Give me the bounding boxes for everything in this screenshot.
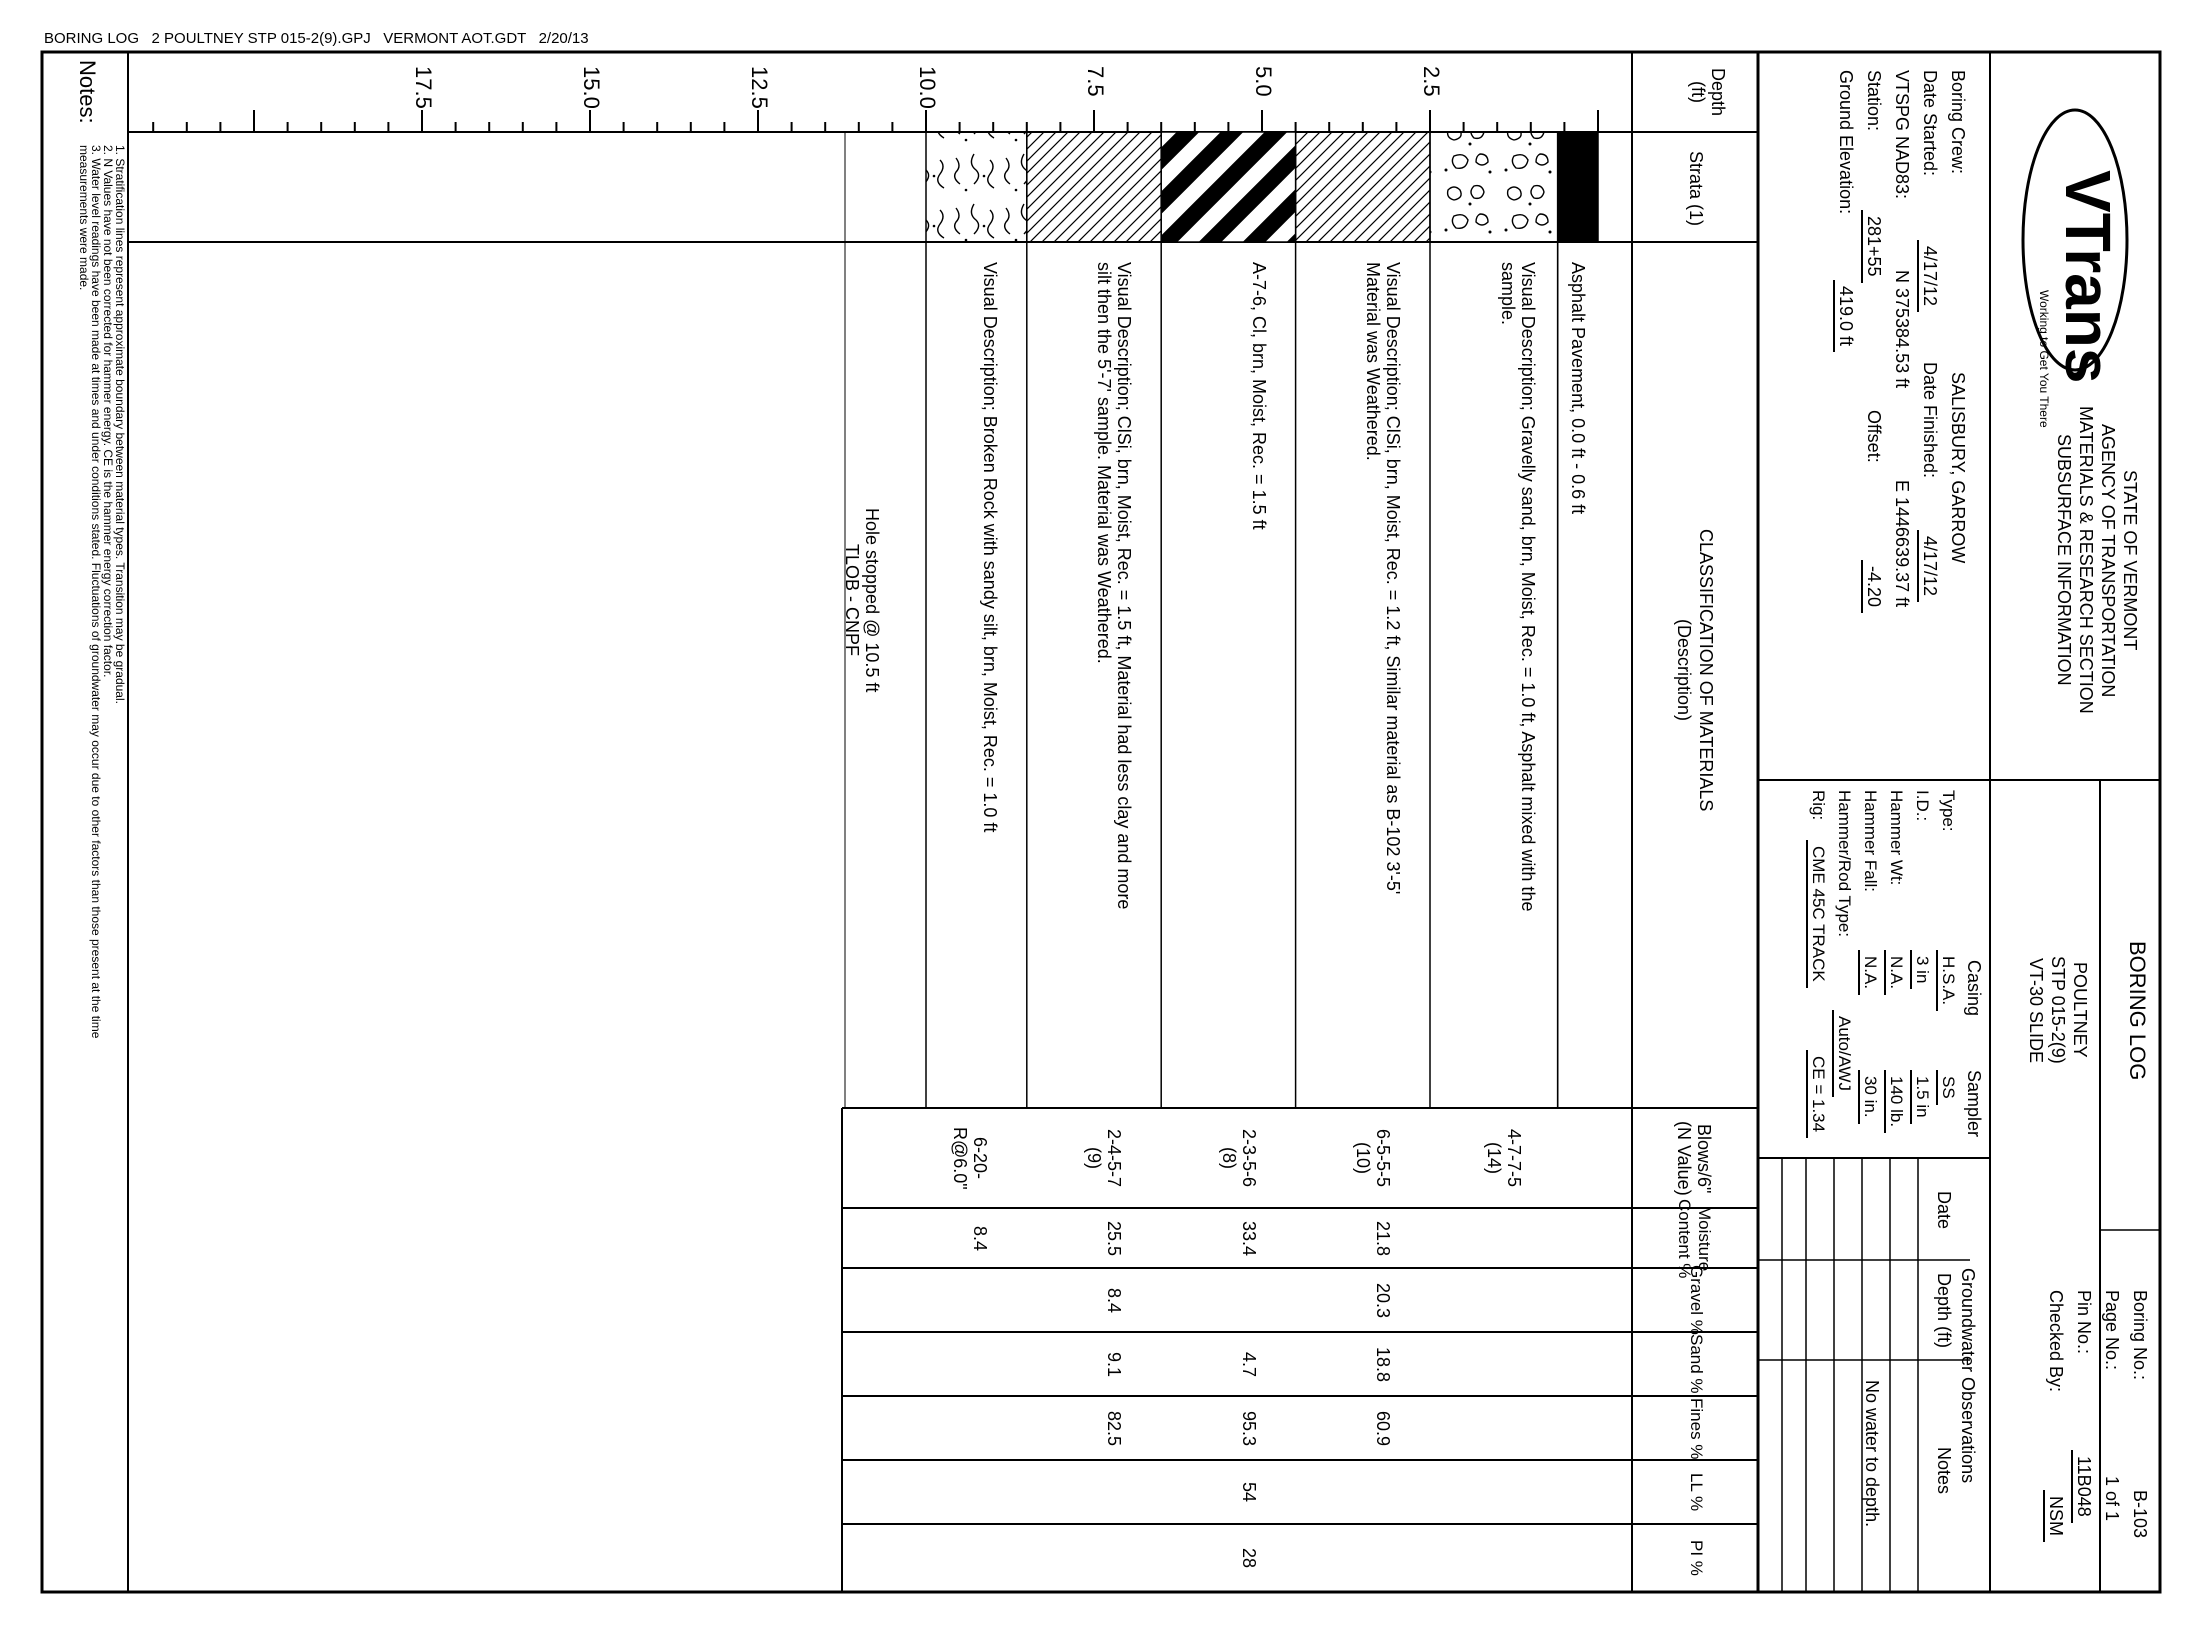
casing-value: N.A. [1884, 950, 1906, 995]
n-value: (8) [1218, 1147, 1239, 1169]
notes-label: Notes: [75, 60, 100, 124]
date-finished-value: 4/17/12 [1917, 530, 1940, 602]
moisture-value: 33.4 [1238, 1220, 1259, 1256]
stratum-hatch [1296, 132, 1430, 242]
casing-value: 3 in [1910, 950, 1932, 989]
fines-value: 82.5 [1104, 1410, 1125, 1446]
vtrans-tagline: Working to Get You There [2037, 290, 2051, 428]
ll-header: LL % [1687, 1473, 1706, 1512]
sampler-header: Sampler [1964, 1070, 1984, 1138]
agency-line-1: STATE OF VERMONT [2120, 470, 2140, 651]
equipment-label: Type: [1939, 790, 1958, 832]
depth-tick-label: 2.5 [1419, 66, 1444, 97]
boring-crew-label: Boring Crew: [1948, 70, 1968, 175]
northing-value: N 375384.53 ft [1892, 270, 1912, 389]
depth-tick-label: 12.5 [747, 66, 772, 109]
material-description: Visual Description; Broken Rock with sandy silt, brn, Moist, Rec. = 1.0 ft [979, 262, 1000, 833]
pin-no-value: 11B048 [2071, 1450, 2094, 1523]
casing-value: N.A. [1858, 950, 1880, 995]
offset-label: Offset: [1864, 410, 1884, 463]
material-description: Visual Description; ClSi, brn, Moist, Rec. = 1.2 ft, Similar material as B-102 3'-5' [1383, 262, 1404, 895]
equipment-label: I.D.: [1913, 790, 1932, 822]
groundwater-depth-col: Depth (ft) [1934, 1272, 1954, 1348]
sampler-value: 30 in. [1858, 1070, 1880, 1124]
depth-tick-label: 17.5 [411, 66, 436, 109]
pi-header: PI % [1687, 1540, 1706, 1576]
stratum-rock [926, 132, 1027, 242]
equipment-label: Hammer Wt: [1887, 790, 1906, 886]
casing-value: H.S.A. [1936, 950, 1958, 1011]
sampler-value: 140 lb. [1884, 1070, 1906, 1133]
moisture-value: 25.5 [1104, 1220, 1125, 1256]
depth-tick-label: 10.0 [915, 66, 940, 109]
blow-counts: 6-20- [969, 1137, 990, 1180]
sand-value: 4.7 [1238, 1351, 1259, 1377]
date-started-label: Date Started: [1920, 70, 1940, 177]
moisture-value: 8.4 [969, 1225, 990, 1251]
date-finished-label: Date Finished: [1920, 362, 1940, 479]
note-line: measurements were made. [77, 145, 91, 291]
project-line-1: POULTNEY [2070, 962, 2090, 1058]
stratum-hatch [1027, 132, 1161, 242]
pi-value: 28 [1238, 1548, 1259, 1569]
moisture-header: Moisture [1695, 1205, 1714, 1271]
moisture-value: 21.8 [1373, 1220, 1394, 1256]
project-line-3: VT-30 SLIDE [2026, 957, 2046, 1063]
ce-value: CE = 1.34 [1806, 1050, 1828, 1138]
station-value: 281+55 [1861, 210, 1884, 283]
boring-no-label: Boring No.: [2130, 1290, 2150, 1381]
project-line-2: STP 015-2(9) [2048, 956, 2068, 1064]
moisture-subheader: Content % [1675, 1198, 1694, 1278]
note-line: 1. Stratification lines represent approximate boundary between material types. Transition may be gradual. [113, 145, 127, 704]
ground-elevation-label: Ground Elevation: [1836, 70, 1856, 215]
offset-value: -4.20 [1861, 560, 1884, 613]
fines-value: 95.3 [1238, 1410, 1259, 1446]
blow-counts: 2-4-5-7 [1104, 1129, 1125, 1188]
agency-line-3: MATERIALS & RESEARCH SECTION [2076, 406, 2096, 714]
sampler-value: 1.5 in [1910, 1070, 1932, 1124]
agency-line-2: AGENCY OF TRANSPORTATION [2098, 423, 2118, 697]
n-value: R@6.0" [949, 1126, 970, 1190]
note-line: 2. N Values have not been corrected for hammer energy. CE is the hammer energy correction factor. [101, 145, 115, 678]
material-description: Material was Weathered. [1363, 262, 1384, 461]
groundwater-notes-col: Notes [1934, 1446, 1954, 1494]
material-description: sample. [1497, 262, 1518, 326]
station-label: Station: [1864, 70, 1884, 132]
depth-unit: (ft) [1688, 81, 1708, 103]
depth-tick-label: 5.0 [1251, 66, 1276, 97]
checked-by-value: NSM [2043, 1490, 2066, 1542]
page-no-label: Page No.: [2102, 1290, 2122, 1371]
depth-header: Depth [1708, 68, 1728, 117]
boring-no-value: B-103 [2130, 1490, 2150, 1539]
groundwater-date-col: Date [1934, 1191, 1954, 1230]
groundwater-header: Groundwater Observations [1958, 1267, 1978, 1483]
material-description: Visual Description; ClSi, brn, Moist, Rec. = 1.5 ft, Material had less clay and more [1114, 262, 1135, 910]
material-description: Visual Description; Gravelly sand, brn, Moist, Rec. = 1.0 ft, Asphalt mixed with the [1517, 262, 1538, 912]
material-description: silt then the 5'-7' sample. Material was Weathered. [1094, 262, 1115, 664]
groundwater-note: No water to depth. [1862, 1380, 1882, 1528]
fines-header: Fines % [1687, 1397, 1706, 1459]
blows-subheader: (N Value) [1674, 1120, 1694, 1196]
boring-log-title: BORING LOG [2125, 940, 2150, 1080]
note-line: 3. Water level readings have been made at times and under conditions stated. Fluctuations of groundwater may occur due to other factors than those present at the time [89, 145, 103, 1039]
n-value: (14) [1484, 1142, 1505, 1175]
casing-header: Casing [1964, 960, 1984, 1017]
stratum-asphalt [1558, 132, 1598, 242]
sampler-value: SS [1936, 1070, 1958, 1105]
vtspg-label: VTSPG NAD83: [1892, 70, 1912, 200]
stratum-gravel [1430, 132, 1558, 242]
page-no-value: 1 of 1 [2099, 1470, 2122, 1527]
easting-value: E 1446639.37 ft [1892, 480, 1912, 608]
classification-header: CLASSIFICATION OF MATERIALS [1696, 529, 1716, 812]
sand-header: Sand % [1687, 1334, 1706, 1394]
gravel-value: 8.4 [1104, 1287, 1125, 1313]
gravel-header: Gravel % [1687, 1265, 1706, 1335]
classification-subheader: (Description) [1674, 619, 1694, 722]
sand-value: 18.8 [1373, 1346, 1394, 1382]
vtrans-logo-text: VTrans [2052, 170, 2124, 384]
stratum-clay [1161, 132, 1295, 242]
date-started-value: 4/17/12 [1917, 240, 1940, 312]
rig-label: Rig: [1809, 790, 1828, 821]
hammer-rod-value: Auto/AWJ [1832, 1010, 1854, 1097]
strata-header: Strata (1) [1686, 150, 1706, 226]
n-value: (9) [1084, 1147, 1105, 1169]
hole-stopped-text: Hole stopped @ 10.5 ft [862, 508, 883, 693]
checked-by-label: Checked By: [2046, 1290, 2066, 1393]
rig-value: CME 45C TRACK [1806, 840, 1828, 988]
fines-value: 60.9 [1373, 1410, 1394, 1446]
gravel-value: 20.3 [1373, 1282, 1394, 1318]
blow-counts: 4-7-7-5 [1504, 1129, 1525, 1188]
equipment-label: Hammer Fall: [1861, 790, 1880, 893]
n-value: (10) [1353, 1142, 1374, 1175]
sand-value: 9.1 [1104, 1351, 1125, 1377]
blow-counts: 6-5-5-5 [1373, 1129, 1394, 1188]
file-header-line: BORING LOG 2 POULTNEY STP 015-2(9).GPJ VERMONT AOT.GDT 2/20/13 [44, 30, 589, 47]
boring-crew-value: SALISBURY, GARROW [1948, 372, 1968, 564]
ground-elevation-value: 419.0 ft [1833, 280, 1856, 352]
blow-counts: 2-3-5-6 [1238, 1129, 1259, 1188]
material-description: Asphalt Pavement, 0.0 ft - 0.6 ft [1567, 262, 1588, 515]
hole-stopped-text: TLOB - CNPF [842, 544, 863, 657]
material-description: A-7-6, Cl, brn, Moist, Rec. = 1.5 ft [1248, 262, 1269, 530]
ll-value: 54 [1238, 1482, 1259, 1503]
depth-tick-label: 15.0 [579, 66, 604, 109]
depth-tick-label: 7.5 [1083, 66, 1108, 97]
hammer-rod-label: Hammer/Rod Type: [1835, 790, 1854, 938]
agency-line-4: SUBSURFACE INFORMATION [2054, 434, 2074, 686]
pin-no-label: Pin No.: [2074, 1290, 2094, 1355]
blows-header: Blows/6" [1694, 1123, 1714, 1193]
